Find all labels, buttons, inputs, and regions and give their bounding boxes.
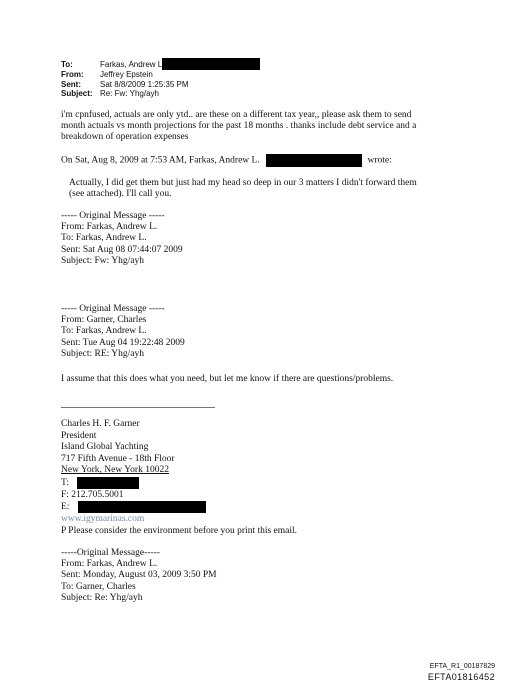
subject-value: Re: Fw: Yhg/ayh [100, 89, 159, 98]
redaction-bar [77, 477, 139, 489]
original-message-1 [61, 211, 183, 267]
body-line: breakdown of operation expenses [61, 132, 189, 143]
subject-line: Subject: Fw: Yhg/ayh [61, 255, 145, 266]
reply-intro-prefix: On Sat, Aug 8, 2009 at 7:53 AM, Farkas, Andrew L. [61, 155, 260, 166]
reply-intro-suffix: wrote: [367, 155, 392, 166]
to-label: To: [61, 60, 73, 69]
signature-divider [61, 407, 215, 408]
separator: -----Original Message----- [61, 548, 160, 558]
separator: ----- Original Message ----- [61, 211, 165, 221]
signature-fax: F: 212.705.5001 [61, 489, 124, 500]
website-link[interactable]: www.igymarinas.com [61, 514, 145, 525]
redaction-bar [266, 154, 362, 167]
signature-address: 717 Fifth Avenue - 18th Floor [61, 453, 175, 464]
from-line: From: Farkas, Andrew L. [61, 559, 158, 570]
from-value: Jeffrey Epstein [100, 70, 153, 79]
header-from-row [61, 70, 260, 80]
message-body [61, 110, 416, 144]
to-line: To: Garner, Charles [61, 581, 136, 592]
signature-city: New York, New York 10022 [61, 465, 169, 476]
signature-company: Island Global Yachting [61, 442, 149, 453]
signature-name: Charles H. F. Garner [61, 419, 140, 429]
body-line: i'm cpnfused, actuals are only ytd.. are these on a different tax year,, please ask them to send [61, 110, 412, 120]
quoted-message [69, 178, 417, 200]
subject-label: Subject: [61, 89, 93, 98]
signature-title: President [61, 430, 97, 441]
subject-line: Subject: Re: Yhg/ayh [61, 592, 143, 603]
assume-line: I assume that this does what you need, but let me know if there are questions/problems. [61, 374, 394, 384]
quote-line: Actually, I did get them but just had my head so deep in our 3 matters I didn't forward them [69, 178, 417, 188]
reply-intro [61, 154, 392, 167]
header-sent-row [61, 80, 260, 90]
environment-note: P Please consider the environment before you print this email. [61, 525, 298, 536]
from-label: From: [61, 70, 84, 79]
sent-line: Sent: Monday, August 03, 2009 3:50 PM [61, 570, 217, 581]
body-line: month actuals vs month projections for the past 18 months . thanks include debt service and a [61, 121, 417, 132]
document-ref-1: EFTA_R1_00187829 [429, 663, 495, 670]
header-subject-row [61, 89, 260, 99]
phone-label: T: [61, 478, 69, 489]
email-label: E: [61, 502, 70, 513]
from-line: From: Garner, Charles [61, 315, 147, 326]
quote-line: (see attached). I'll call you. [69, 189, 172, 200]
document-ref-2: EFTA01816452 [427, 672, 495, 682]
from-line: From: Farkas, Andrew L. [61, 222, 158, 233]
original-message-3 [61, 548, 217, 604]
to-line: To: Farkas, Andrew L. [61, 326, 147, 337]
sent-value: Sat 8/8/2009 1:25:35 PM [100, 79, 189, 89]
sent-line: Sent: Tue Aug 04 19:22:48 2009 [61, 337, 185, 348]
signature-block [61, 419, 297, 537]
header-to-row [61, 60, 260, 70]
to-line: To: Farkas, Andrew L. [61, 233, 147, 244]
signature-phone-row [61, 477, 297, 490]
redaction-bar [162, 58, 260, 70]
email-header [61, 60, 260, 99]
original-message-2 [61, 304, 185, 360]
sent-line: Sent: Sat Aug 08 07:44:07 2009 [61, 244, 183, 255]
subject-line: Subject: RE: Yhg/ayh [61, 348, 145, 359]
separator: ----- Original Message ----- [61, 304, 165, 314]
redaction-bar [78, 501, 206, 513]
to-value: Farkas, Andrew L [100, 60, 163, 69]
sent-label: Sent: [61, 79, 81, 89]
signature-email-row [61, 501, 297, 514]
